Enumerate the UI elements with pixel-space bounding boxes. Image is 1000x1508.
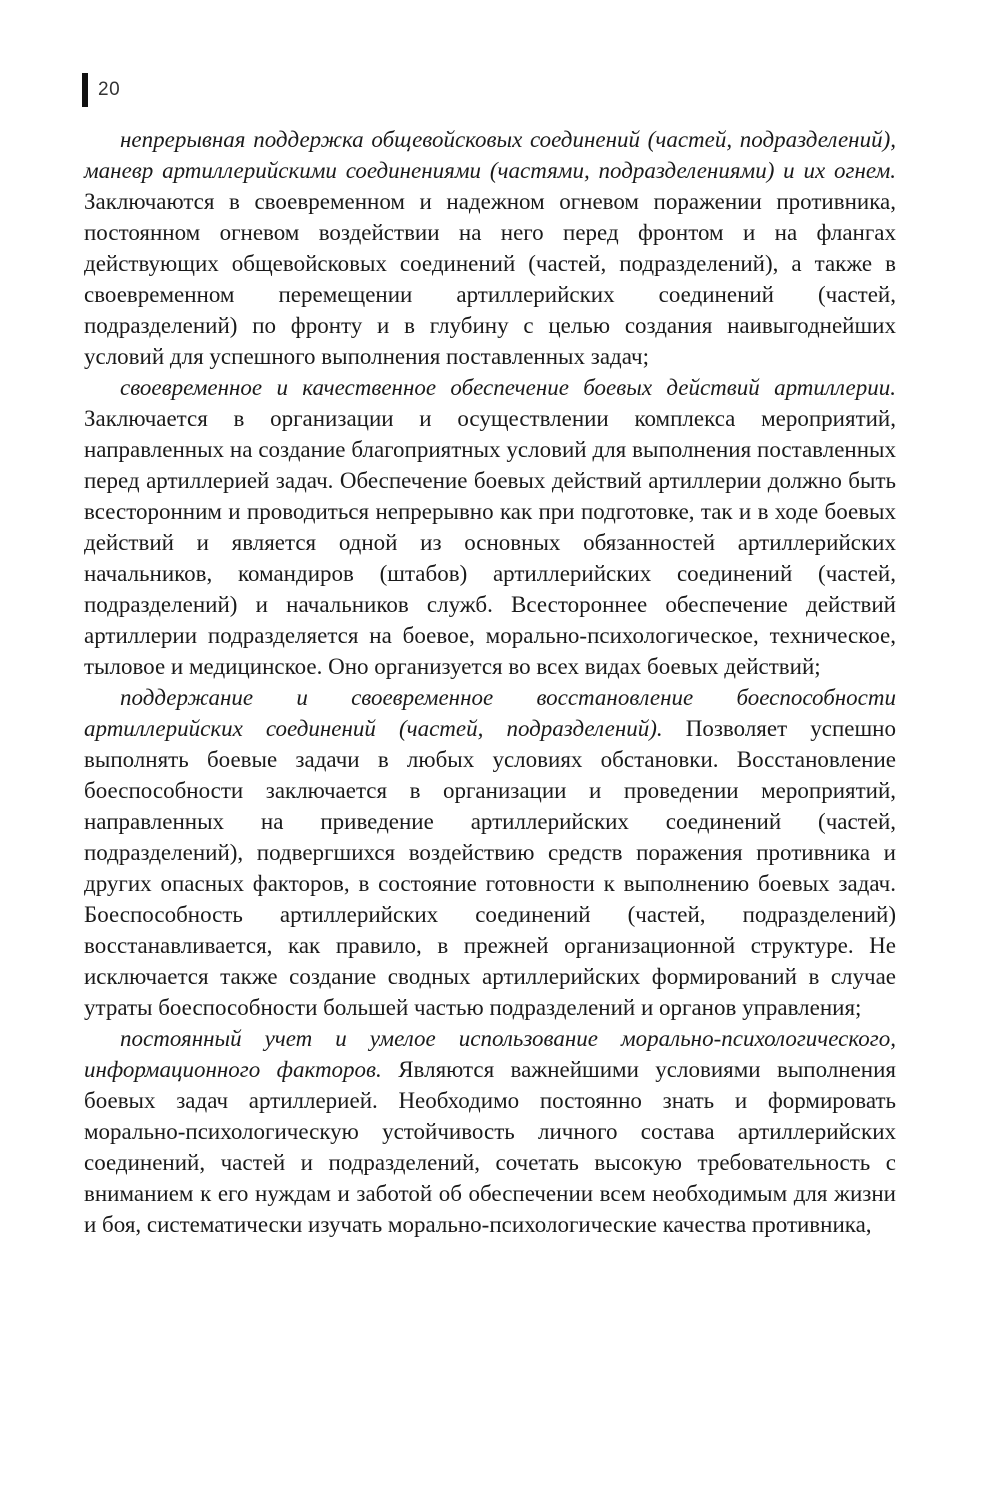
page-number: 20 xyxy=(98,79,121,100)
paragraph-4 xyxy=(84,1023,896,1240)
page-header xyxy=(82,72,120,108)
paragraph-text: Являются важнейшими условиями выполнения боевых задач артиллерией. Необходимо постоянно знать и формировать морально-психологическую устойчивость личного состава артиллерийских соединений, частей и подразделений, сочетать высокую требовательность с вниманием к его нуждам и заботой об обеспечении всем необходимым для жизни и боя, систематически изучать морально-психологические качества противника, xyxy=(84,1057,897,1237)
page-marker-bar xyxy=(82,73,88,107)
paragraph-text: Позволяет успешно выполнять боевые задачи в любых условиях обстановки. Восстановление боеспособности заключается в организации и проведении мероприятий, направленных на приведение артиллерийских соединений (частей, подразделений), подвергшихся воздействию средств поражения противника и других опасных факторов, в состояние готовности к выполнению боевых задач. Боеспособность артиллерийских соединений (частей, подразделений) восстанавливается, как правило, в прежней организационной структуре. Не исключается также создание сводных артиллерийских формирований в случае утраты боеспособности большей частью подразделений и органов управления; xyxy=(84,716,896,1020)
paragraph-text: Заключаются в своевременном и надежном огневом поражении противника, постоянном огневом воздействии на него перед фронтом и на флангах действующих общевойсковых соединений (частей, подразделений), а также в своевременном перемещении артиллерийских соединений (частей, подразделений) по фронту и в глубину с целью создания наивыгоднейших условий для успешного выполнения поставленных задач; xyxy=(84,189,896,369)
paragraph-lead: своевременное и качественное обеспечение боевых действий артиллерии. xyxy=(120,375,896,400)
paragraph-lead: непрерывная поддержка общевойсковых соединений (частей, подразделений), маневр артиллерийскими соединениями (частями, подразделениями) и их огнем. xyxy=(84,127,896,183)
paragraph-lead: поддержание и своевременное восстановление боеспособности артиллерийских соединений (частей, подразделений). xyxy=(84,685,896,741)
paragraph-text: Заключается в организации и осуществлении комплекса мероприятий, направленных на создание благоприятных условий для выполнения поставленных перед артиллерией задач. Обеспечение боевых действий артиллерии должно быть всесторонним и проводиться непрерывно как при подготовке, так и в ходе боевых действий и является одной из основных обязанностей артиллерийских начальников, командиров (штабов) артиллерийских соединений (частей, подразделений) и начальников служб. Всестороннее обеспечение действий артиллерии подразделяется на боевое, морально-психологическое, техническое, тыловое и медицинское. Оно организуется во всех видах боевых действий; xyxy=(84,406,896,679)
paragraph-2 xyxy=(84,372,896,682)
paragraph-lead: постоянный учет и умелое использование морально-психологического, информационного факторов. xyxy=(84,1026,896,1082)
body-text xyxy=(84,124,896,1240)
paragraph-3 xyxy=(84,682,896,1023)
paragraph-1 xyxy=(84,124,896,372)
